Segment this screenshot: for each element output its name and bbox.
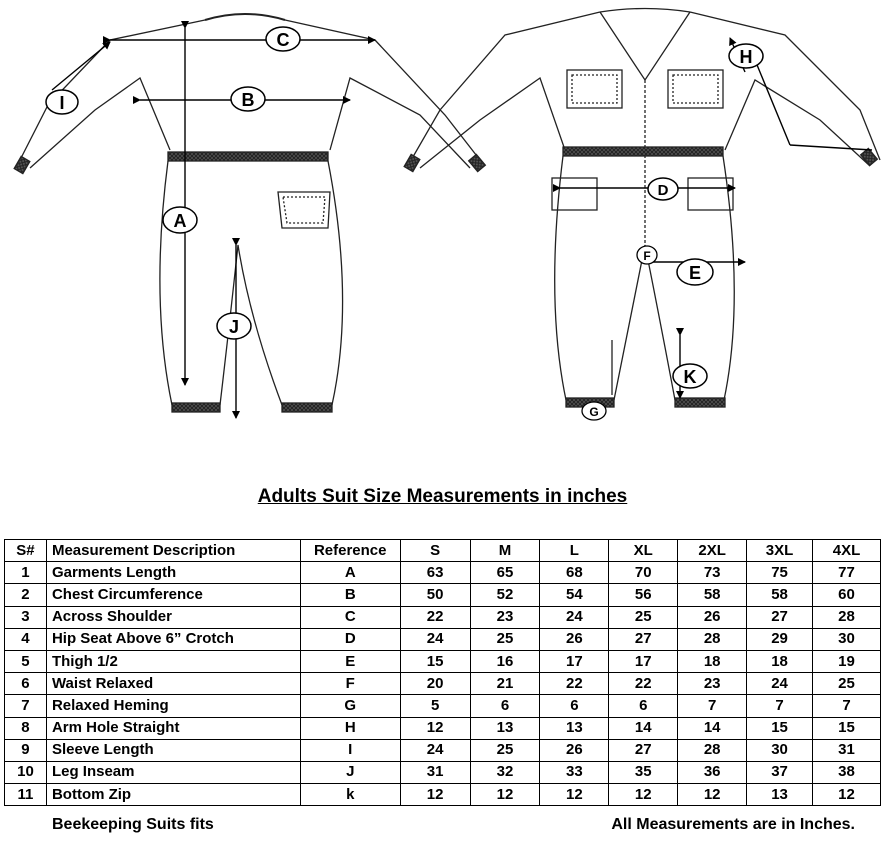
table-row xyxy=(5,673,881,695)
size-value: 13 xyxy=(470,717,540,739)
table-row xyxy=(5,761,881,783)
measurement-description: Arm Hole Straight xyxy=(46,717,300,739)
label-d xyxy=(648,178,678,200)
size-value: 7 xyxy=(813,695,881,717)
suit-front-view xyxy=(404,9,880,408)
size-value: 26 xyxy=(540,739,609,761)
size-value: 70 xyxy=(609,562,678,584)
size-value: 56 xyxy=(609,584,678,606)
size-value: 30 xyxy=(747,739,813,761)
label-e xyxy=(677,259,713,285)
table-row xyxy=(5,717,881,739)
svg-text:D: D xyxy=(657,182,669,199)
size-value: 63 xyxy=(400,562,470,584)
header-description: Measurement Description xyxy=(46,540,300,562)
size-value: 27 xyxy=(747,606,813,628)
label-h xyxy=(729,44,763,68)
table-row xyxy=(5,606,881,628)
table-header-row xyxy=(5,540,881,562)
size-value: 33 xyxy=(540,761,609,783)
row-number: 11 xyxy=(5,784,47,806)
back-measure-arrows xyxy=(52,28,375,418)
label-k xyxy=(673,364,707,388)
header-size-xl: XL xyxy=(609,540,678,562)
table-row xyxy=(5,628,881,650)
size-value: 52 xyxy=(470,584,540,606)
svg-text:B: B xyxy=(241,90,255,110)
size-value: 31 xyxy=(813,739,881,761)
reference-letter: B xyxy=(300,584,400,606)
table-row xyxy=(5,584,881,606)
size-value: 18 xyxy=(678,650,747,672)
size-value: 17 xyxy=(540,650,609,672)
size-value: 73 xyxy=(678,562,747,584)
label-b xyxy=(231,87,265,111)
table-row xyxy=(5,562,881,584)
measurement-description: Chest Circumference xyxy=(46,584,300,606)
size-value: 25 xyxy=(813,673,881,695)
size-value: 13 xyxy=(747,784,813,806)
table-row xyxy=(5,739,881,761)
size-value: 77 xyxy=(813,562,881,584)
size-value: 7 xyxy=(678,695,747,717)
size-value: 28 xyxy=(678,739,747,761)
front-measure-arrows xyxy=(560,38,872,398)
size-value: 12 xyxy=(678,784,747,806)
measurement-description: Across Shoulder xyxy=(46,606,300,628)
table-body xyxy=(5,562,881,806)
header-sn: S# xyxy=(5,540,47,562)
size-value: 37 xyxy=(747,761,813,783)
size-value: 26 xyxy=(540,628,609,650)
label-a xyxy=(163,207,197,233)
size-value: 58 xyxy=(678,584,747,606)
footer-fits-note: Beekeeping Suits fits xyxy=(52,816,214,833)
size-value: 24 xyxy=(747,673,813,695)
size-value: 23 xyxy=(678,673,747,695)
size-value: 6 xyxy=(470,695,540,717)
size-value: 16 xyxy=(470,650,540,672)
row-number: 7 xyxy=(5,695,47,717)
size-value: 75 xyxy=(747,562,813,584)
row-number: 9 xyxy=(5,739,47,761)
reference-letter: F xyxy=(300,673,400,695)
svg-text:F: F xyxy=(643,249,651,263)
size-value: 21 xyxy=(470,673,540,695)
measurement-description: Bottom Zip xyxy=(46,784,300,806)
measurement-description: Hip Seat Above 6” Crotch xyxy=(46,628,300,650)
row-number: 5 xyxy=(5,650,47,672)
reference-letter: C xyxy=(300,606,400,628)
table-row xyxy=(5,695,881,717)
size-value: 28 xyxy=(678,628,747,650)
size-value: 23 xyxy=(470,606,540,628)
svg-text:I: I xyxy=(59,93,65,113)
label-c xyxy=(266,27,300,51)
size-value: 5 xyxy=(400,695,470,717)
size-chart-table xyxy=(4,539,881,806)
size-value: 18 xyxy=(747,650,813,672)
size-value: 14 xyxy=(609,717,678,739)
row-number: 4 xyxy=(5,628,47,650)
reference-letter: J xyxy=(300,761,400,783)
size-value: 24 xyxy=(400,739,470,761)
size-value: 27 xyxy=(609,628,678,650)
label-f xyxy=(637,246,657,264)
svg-text:H: H xyxy=(739,47,753,67)
label-i xyxy=(46,90,78,114)
size-value: 13 xyxy=(540,717,609,739)
size-value: 22 xyxy=(609,673,678,695)
svg-text:A: A xyxy=(173,211,187,231)
size-value: 12 xyxy=(540,784,609,806)
size-value: 58 xyxy=(747,584,813,606)
header-size-m: M xyxy=(470,540,540,562)
reference-letter: G xyxy=(300,695,400,717)
size-value: 14 xyxy=(678,717,747,739)
size-value: 20 xyxy=(400,673,470,695)
size-value: 19 xyxy=(813,650,881,672)
size-value: 28 xyxy=(813,606,881,628)
size-value: 30 xyxy=(813,628,881,650)
size-value: 15 xyxy=(813,717,881,739)
measurement-description: Leg Inseam xyxy=(46,761,300,783)
header-reference: Reference xyxy=(300,540,400,562)
size-value: 15 xyxy=(747,717,813,739)
header-size-s: S xyxy=(400,540,470,562)
size-value: 6 xyxy=(540,695,609,717)
size-value: 22 xyxy=(400,606,470,628)
reference-letter: D xyxy=(300,628,400,650)
row-number: 8 xyxy=(5,717,47,739)
size-value: 22 xyxy=(540,673,609,695)
size-value: 12 xyxy=(400,717,470,739)
size-value: 7 xyxy=(747,695,813,717)
table-row xyxy=(5,650,881,672)
suit-back-view xyxy=(14,14,485,412)
svg-text:K: K xyxy=(683,367,697,387)
measurement-description: Waist Relaxed xyxy=(46,673,300,695)
svg-text:J: J xyxy=(228,317,240,337)
size-value: 25 xyxy=(470,628,540,650)
size-value: 29 xyxy=(747,628,813,650)
size-value: 24 xyxy=(540,606,609,628)
size-value: 36 xyxy=(678,761,747,783)
header-size-2xl: 2XL xyxy=(678,540,747,562)
size-value: 26 xyxy=(678,606,747,628)
size-value: 32 xyxy=(470,761,540,783)
size-value: 27 xyxy=(609,739,678,761)
svg-text:G: G xyxy=(589,405,599,419)
measurement-description: Thigh 1/2 xyxy=(46,650,300,672)
row-number: 1 xyxy=(5,562,47,584)
size-value: 12 xyxy=(400,784,470,806)
size-value: 12 xyxy=(609,784,678,806)
measure-labels xyxy=(46,27,763,420)
size-value: 35 xyxy=(609,761,678,783)
reference-letter: A xyxy=(300,562,400,584)
svg-text:C: C xyxy=(276,30,290,50)
size-value: 60 xyxy=(813,584,881,606)
row-number: 10 xyxy=(5,761,47,783)
row-number: 2 xyxy=(5,584,47,606)
svg-text:E: E xyxy=(688,263,702,283)
footer-units-note: All Measurements are in Inches. xyxy=(611,816,855,833)
size-value: 54 xyxy=(540,584,609,606)
measurement-description: Relaxed Heming xyxy=(46,695,300,717)
size-value: 15 xyxy=(400,650,470,672)
size-value: 65 xyxy=(470,562,540,584)
header-size-l: L xyxy=(540,540,609,562)
row-number: 3 xyxy=(5,606,47,628)
header-size-3xl: 3XL xyxy=(747,540,813,562)
row-number: 6 xyxy=(5,673,47,695)
label-j xyxy=(217,313,251,339)
reference-letter: E xyxy=(300,650,400,672)
size-value: 12 xyxy=(813,784,881,806)
size-value: 50 xyxy=(400,584,470,606)
measurement-description: Garments Length xyxy=(46,562,300,584)
size-value: 38 xyxy=(813,761,881,783)
measurement-description: Sleeve Length xyxy=(46,739,300,761)
size-value: 6 xyxy=(609,695,678,717)
size-value: 17 xyxy=(609,650,678,672)
header-size-4xl: 4XL xyxy=(813,540,881,562)
table-row xyxy=(5,784,881,806)
size-value: 68 xyxy=(540,562,609,584)
table-title: Adults Suit Size Measurements in inches xyxy=(257,486,628,507)
size-value: 31 xyxy=(400,761,470,783)
size-value: 25 xyxy=(609,606,678,628)
label-g xyxy=(582,402,606,420)
reference-letter: I xyxy=(300,739,400,761)
reference-letter: k xyxy=(300,784,400,806)
size-value: 25 xyxy=(470,739,540,761)
size-value: 24 xyxy=(400,628,470,650)
size-value: 12 xyxy=(470,784,540,806)
reference-letter: H xyxy=(300,717,400,739)
